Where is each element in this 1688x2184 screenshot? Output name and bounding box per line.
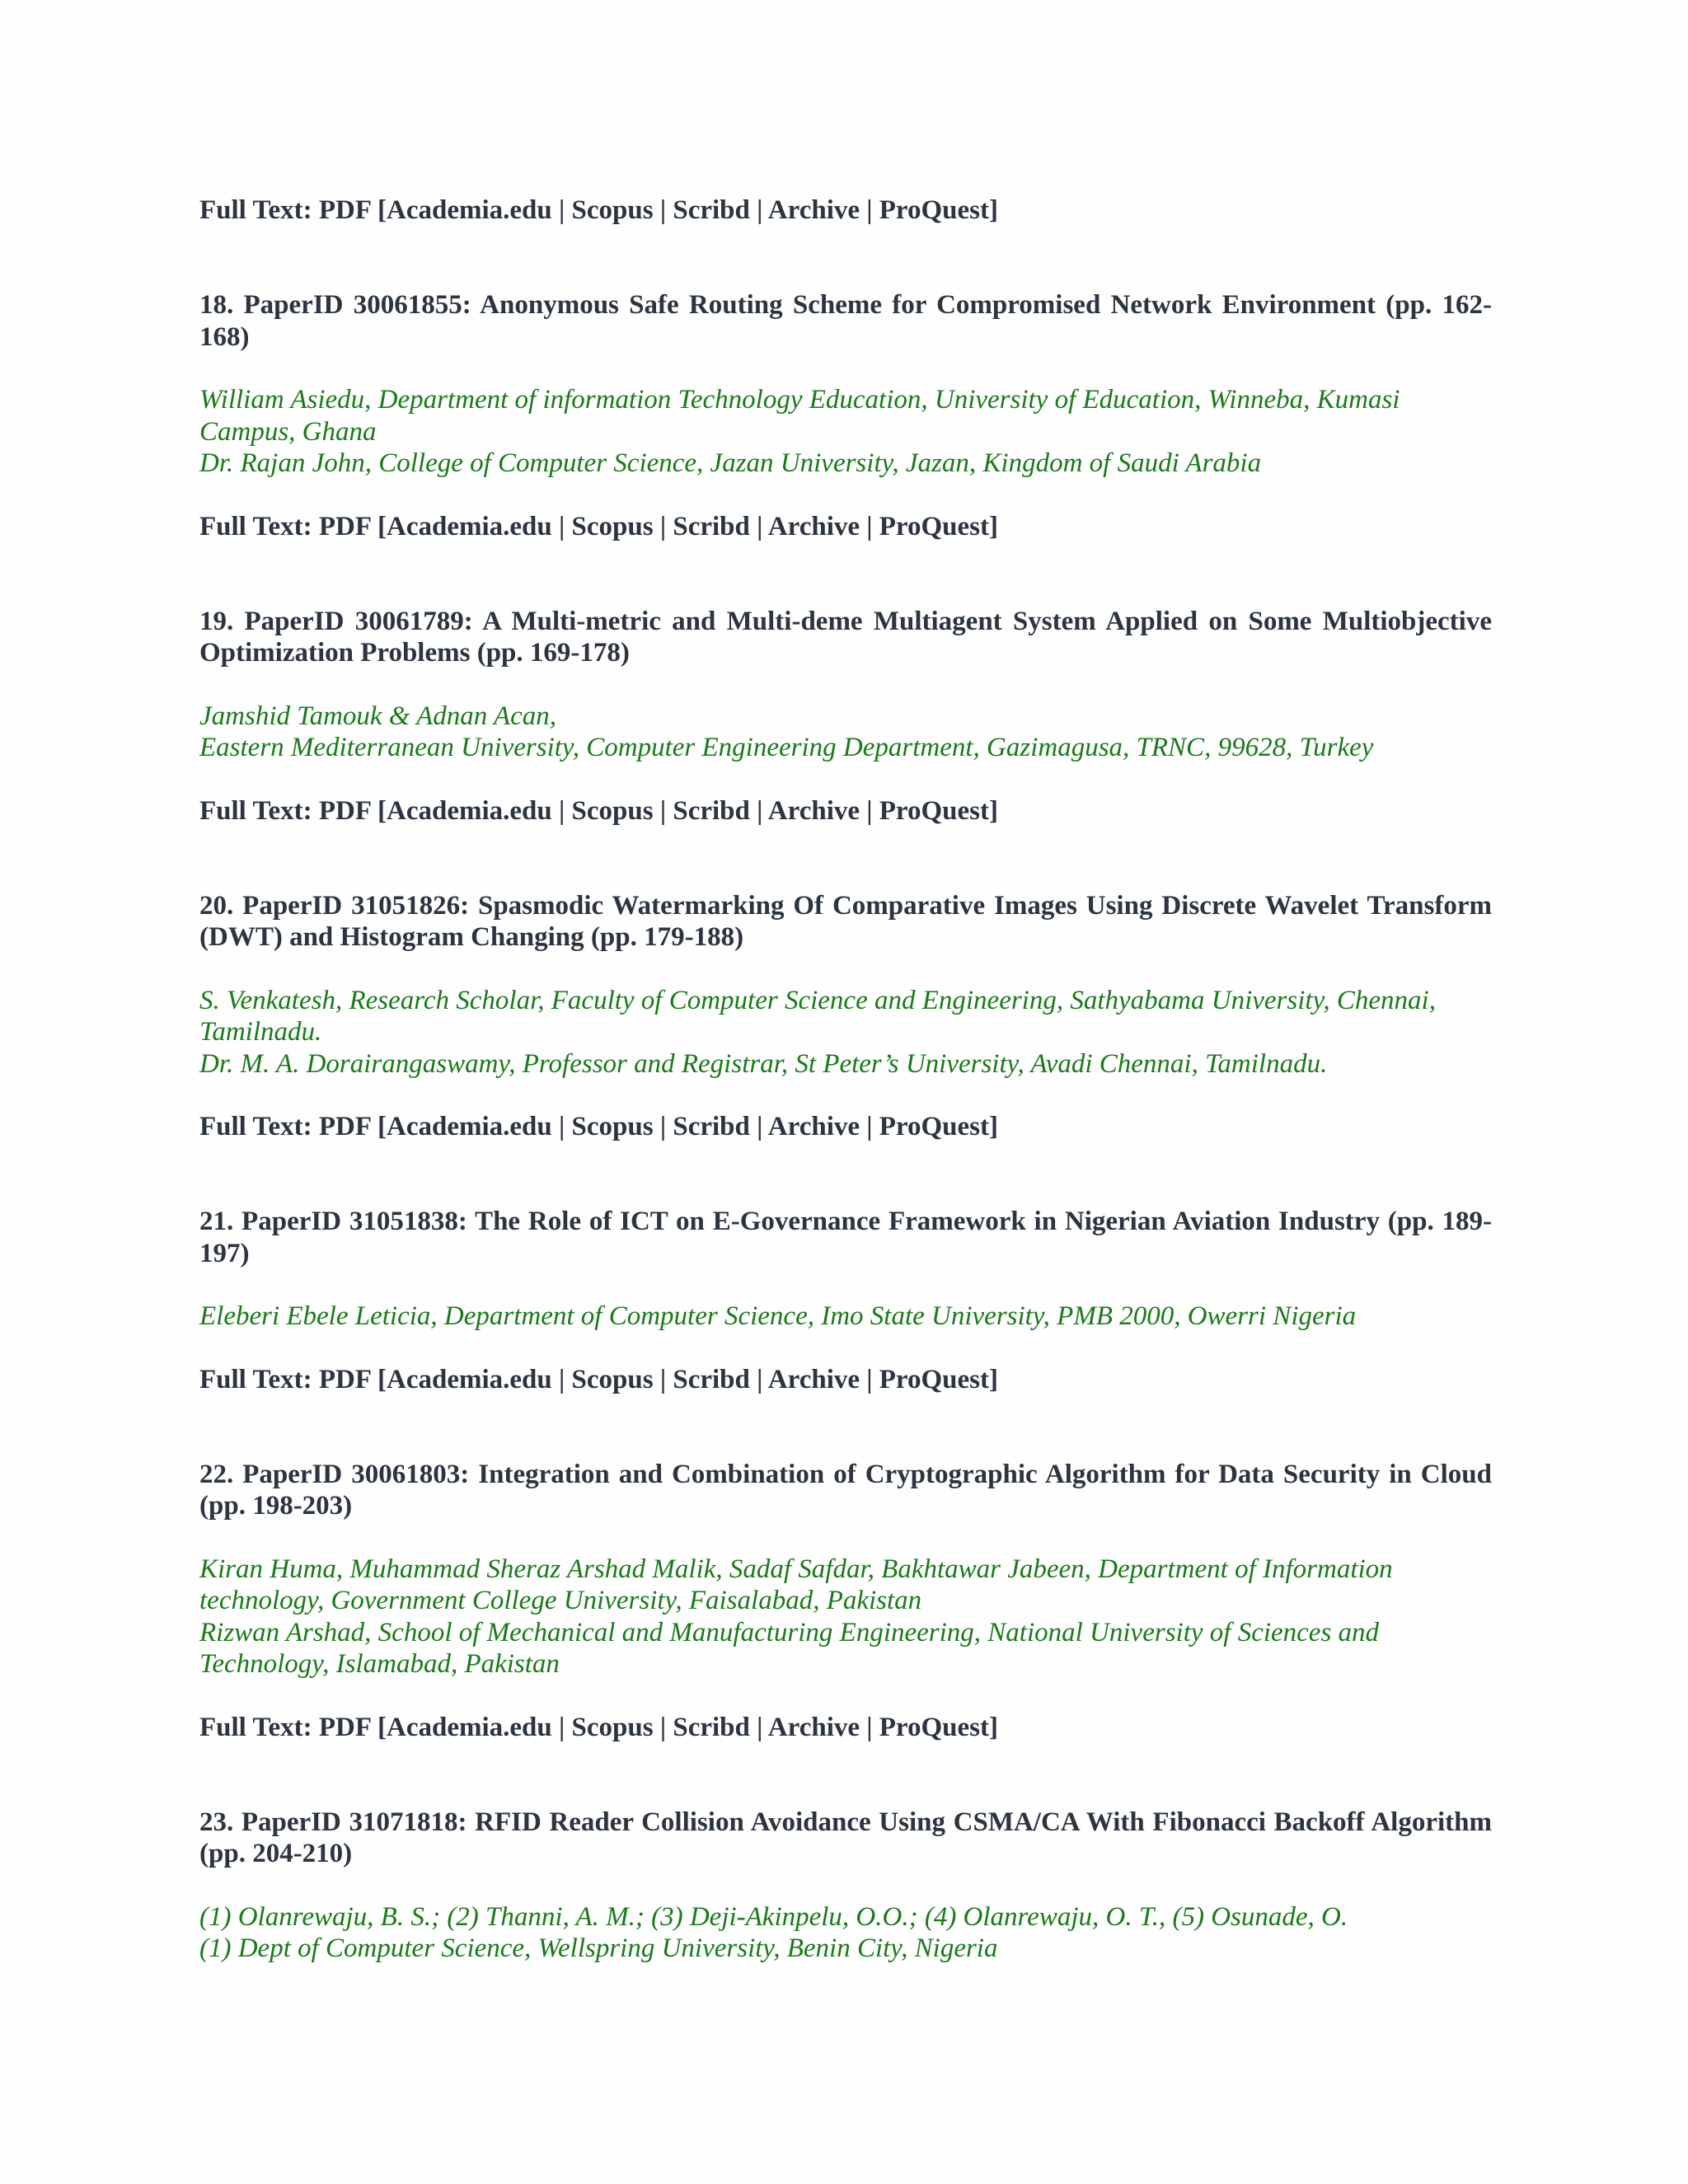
full-text-links[interactable]: Full Text: PDF [Academia.edu | Scopus | Scribd | Archive | ProQuest] xyxy=(199,511,998,541)
paper-authors xyxy=(199,1554,1492,1680)
author-line: Eleberi Ebele Leticia, Department of Computer Science, Imo State University, PMB 2000, Owerri Nigeria xyxy=(199,1301,1357,1331)
paper-authors xyxy=(199,384,1492,480)
author-line: Rizwan Arshad, School of Mechanical and Manufacturing Engineering, National University of Sciences and Technology, Islamabad, Pakistan xyxy=(199,1617,1380,1679)
paper-title[interactable]: 23. PaperID 31071818: RFID Reader Collision Avoidance Using CSMA/CA With Fibonacci Backoff Algorithm (pp. 204-210) xyxy=(199,1807,1492,1868)
full-text-links[interactable]: Full Text: PDF [Academia.edu | Scopus | Scribd | Archive | ProQuest] xyxy=(199,1712,998,1742)
full-text-links[interactable]: Full Text: PDF [Academia.edu | Scopus | Scribd | Archive | ProQuest] xyxy=(199,795,998,826)
author-line: Dr. M. A. Dorairangaswamy, Professor and Registrar, St Peter’s University, Avadi Chennai, Tamilnadu. xyxy=(199,1048,1328,1079)
author-line: Dr. Rajan John, College of Computer Science, Jazan University, Jazan, Kingdom of Saudi Arabia xyxy=(199,448,1262,478)
document-page xyxy=(199,194,1492,1965)
paper-authors xyxy=(199,1901,1492,1965)
paper-entry-23 xyxy=(199,1807,1492,1965)
author-line: William Asiedu, Department of information Technology Education, University of Education, Winneba, Kumasi Campus, Ghana xyxy=(199,385,1400,447)
author-line: Jamshid Tamouk & Adnan Acan, xyxy=(199,701,556,731)
paper-authors xyxy=(199,1301,1492,1333)
paper-title[interactable]: 22. PaperID 30061803: Integration and Combination of Cryptographic Algorithm for Data Security in Cloud (pp. 198-203) xyxy=(199,1459,1492,1521)
author-line: (1) Dept of Computer Science, Wellspring University, Benin City, Nigeria xyxy=(199,1933,998,1963)
author-line: (1) Olanrewaju, B. S.; (2) Thanni, A. M.; (3) Deji-Akinpelu, O.O.; (4) Olanrewaju, O. T., (5) Osunade, O. xyxy=(199,1901,1348,1932)
author-line: S. Venkatesh, Research Scholar, Faculty of Computer Science and Engineering, Sathyabama University, Chennai, Tamilnadu. xyxy=(199,985,1436,1047)
paper-title[interactable]: 19. PaperID 30061789: A Multi-metric and Multi-deme Multiagent System Applied on Some Multiobjective Optimization Problems (pp. 169-178) xyxy=(199,606,1492,668)
paper-title[interactable]: 21. PaperID 31051838: The Role of ICT on E-Governance Framework in Nigerian Aviation Industry (pp. 189-197) xyxy=(199,1207,1492,1268)
author-line: Eastern Mediterranean University, Computer Engineering Department, Gazimagusa, TRNC, 99628, Turkey xyxy=(199,733,1374,762)
paper-entry-20 xyxy=(199,890,1492,1143)
paper-entry-22 xyxy=(199,1459,1492,1743)
full-text-links[interactable]: Full Text: PDF [Academia.edu | Scopus | Scribd | Archive | ProQuest] xyxy=(199,1364,998,1394)
paper-authors xyxy=(199,985,1492,1080)
full-text-links[interactable]: Full Text: PDF [Academia.edu | Scopus | Scribd | Archive | ProQuest] xyxy=(199,1112,998,1141)
paper-entry-21 xyxy=(199,1206,1492,1395)
paper-title[interactable]: 18. PaperID 30061855: Anonymous Safe Routing Scheme for Compromised Network Environment (pp. 162-168) xyxy=(199,290,1492,352)
paper-entry-19 xyxy=(199,606,1492,827)
paper-authors xyxy=(199,701,1492,764)
author-line: Kiran Huma, Muhammad Sheraz Arshad Malik, Sadaf Safdar, Bakhtawar Jabeen, Department of Information technology, Government College University, Faisalabad, Pakistan xyxy=(199,1554,1393,1615)
paper-title[interactable]: 20. PaperID 31051826: Spasmodic Watermarking Of Comparative Images Using Discrete Wavelet Transform (DWT) and Histogram Changing (pp. 179-188) xyxy=(199,890,1492,952)
paper-entry-18 xyxy=(199,289,1492,542)
full-text-links[interactable]: Full Text: PDF [Academia.edu | Scopus | Scribd | Archive | ProQuest] xyxy=(199,195,998,225)
